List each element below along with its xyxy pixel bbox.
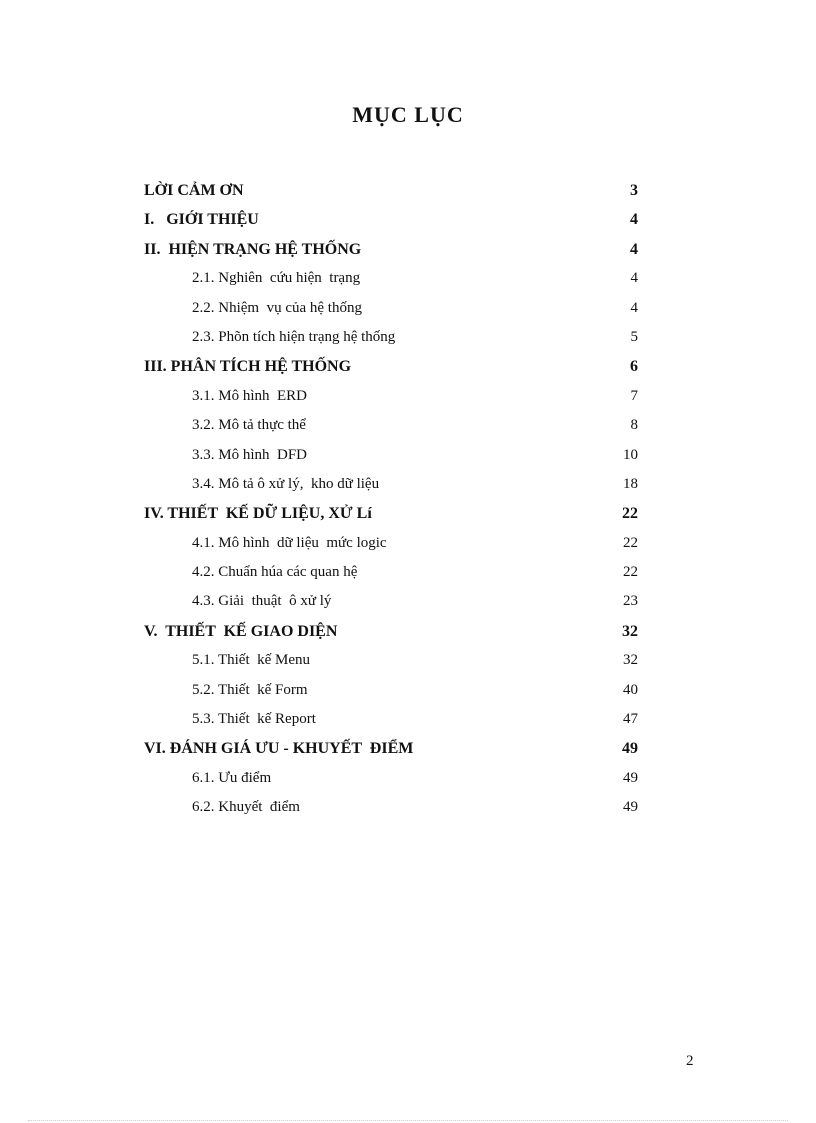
- toc-entry-label: V. THIẾT KẾ GIAO DIỆN: [144, 622, 338, 640]
- toc-entry-label: 3.3. Mô hình DFD: [192, 446, 308, 463]
- toc-entry-page: 6: [630, 358, 638, 376]
- toc-entry-label: I. GIỚI THIỆU: [144, 211, 259, 229]
- toc-entry: [144, 793, 638, 822]
- toc-entry-page: 4: [630, 299, 638, 316]
- toc-entry-page: 49: [623, 799, 638, 816]
- toc-entry-label: 5.3. Thiết kế Report: [192, 711, 316, 728]
- toc-entry-label: 2.3. Phõn tích hiện trạng hệ thống: [192, 328, 396, 345]
- toc-entry-label: 4.1. Mô hình dữ liệu mức logic: [192, 534, 387, 551]
- toc-entry: [144, 205, 638, 234]
- toc-entry-label: IV. THIẾT KẾ DỮ LIỆU, XỬ Lí: [144, 505, 372, 523]
- toc-entry: [144, 676, 638, 705]
- toc-entry: [144, 646, 638, 675]
- page-bottom-divider: [28, 1120, 788, 1121]
- page-title: MỤC LỤC: [352, 102, 464, 127]
- toc-entry-page: 32: [623, 652, 638, 669]
- toc-entry-label: LỜI CẢM ƠN: [144, 182, 244, 199]
- toc-entry: [144, 352, 638, 381]
- toc-entry: [144, 529, 638, 558]
- toc-entry-label: 2.2. Nhiệm vụ của hệ thống: [192, 299, 362, 316]
- toc-entry-page: 22: [623, 564, 638, 581]
- toc-entry-page: 49: [622, 740, 638, 758]
- toc-entry: [144, 617, 638, 646]
- toc-entry: [144, 499, 638, 528]
- toc-entry-page: 22: [622, 505, 638, 523]
- toc-entry-page: 40: [623, 681, 638, 698]
- toc-entry: [144, 470, 638, 499]
- toc-entry-label: II. HIỆN TRẠNG HỆ THỐNG: [144, 240, 362, 258]
- toc-entry-page: 4: [630, 240, 638, 258]
- toc-entry-page: 7: [630, 387, 638, 404]
- toc-entry: [144, 382, 638, 411]
- toc-entry-label: 2.1. Nghiên cứu hiện trạng: [192, 270, 361, 287]
- toc-entry-page: 4: [630, 270, 638, 287]
- toc-entry-page: 5: [630, 328, 638, 345]
- toc-entry: [144, 764, 638, 793]
- toc-entry-page: 22: [623, 534, 638, 551]
- toc-entry: [144, 587, 638, 616]
- toc-entry-page: 32: [622, 622, 638, 640]
- toc-entry-page: 4: [630, 211, 638, 229]
- toc-entry-page: 49: [623, 769, 638, 786]
- table-of-contents: [144, 176, 638, 823]
- toc-entry-page: 3: [630, 182, 638, 199]
- toc-entry-label: 6.1. Ưu điểm: [192, 769, 272, 786]
- toc-entry-label: 4.2. Chuẩn húa các quan hệ: [192, 564, 358, 581]
- toc-entry: [144, 411, 638, 440]
- toc-entry-label: 5.1. Thiết kế Menu: [192, 652, 311, 669]
- toc-entry-label: 3.2. Mô tả thực thể: [192, 417, 306, 434]
- toc-entry: [144, 705, 638, 734]
- toc-entry-label: 6.2. Khuyết điểm: [192, 799, 300, 816]
- toc-entry-page: 23: [623, 593, 638, 610]
- toc-entry-label: 3.1. Mô hình ERD: [192, 387, 308, 404]
- toc-entry: [144, 294, 638, 323]
- toc-entry-page: 8: [630, 417, 638, 434]
- toc-entry: [144, 441, 638, 470]
- toc-entry-page: 10: [623, 446, 638, 463]
- toc-entry-page: 47: [623, 711, 638, 728]
- toc-entry-label: III. PHÂN TÍCH HỆ THỐNG: [144, 358, 352, 376]
- toc-entry-label: 5.2. Thiết kế Form: [192, 681, 308, 698]
- page-number: 2: [686, 1053, 694, 1069]
- toc-entry: [144, 235, 638, 264]
- toc-entry: [144, 323, 638, 352]
- toc-entry: [144, 734, 638, 763]
- toc-entry-page: 18: [623, 475, 638, 492]
- toc-entry: [144, 176, 638, 205]
- toc-entry: [144, 558, 638, 587]
- toc-entry-label: 4.3. Giải thuật ô xử lý: [192, 593, 332, 610]
- toc-entry-label: VI. ĐÁNH GIÁ ƯU - KHUYẾT ĐIỂM: [144, 740, 414, 758]
- toc-entry-label: 3.4. Mô tả ô xử lý, kho dữ liệu: [192, 475, 380, 492]
- toc-entry: [144, 264, 638, 293]
